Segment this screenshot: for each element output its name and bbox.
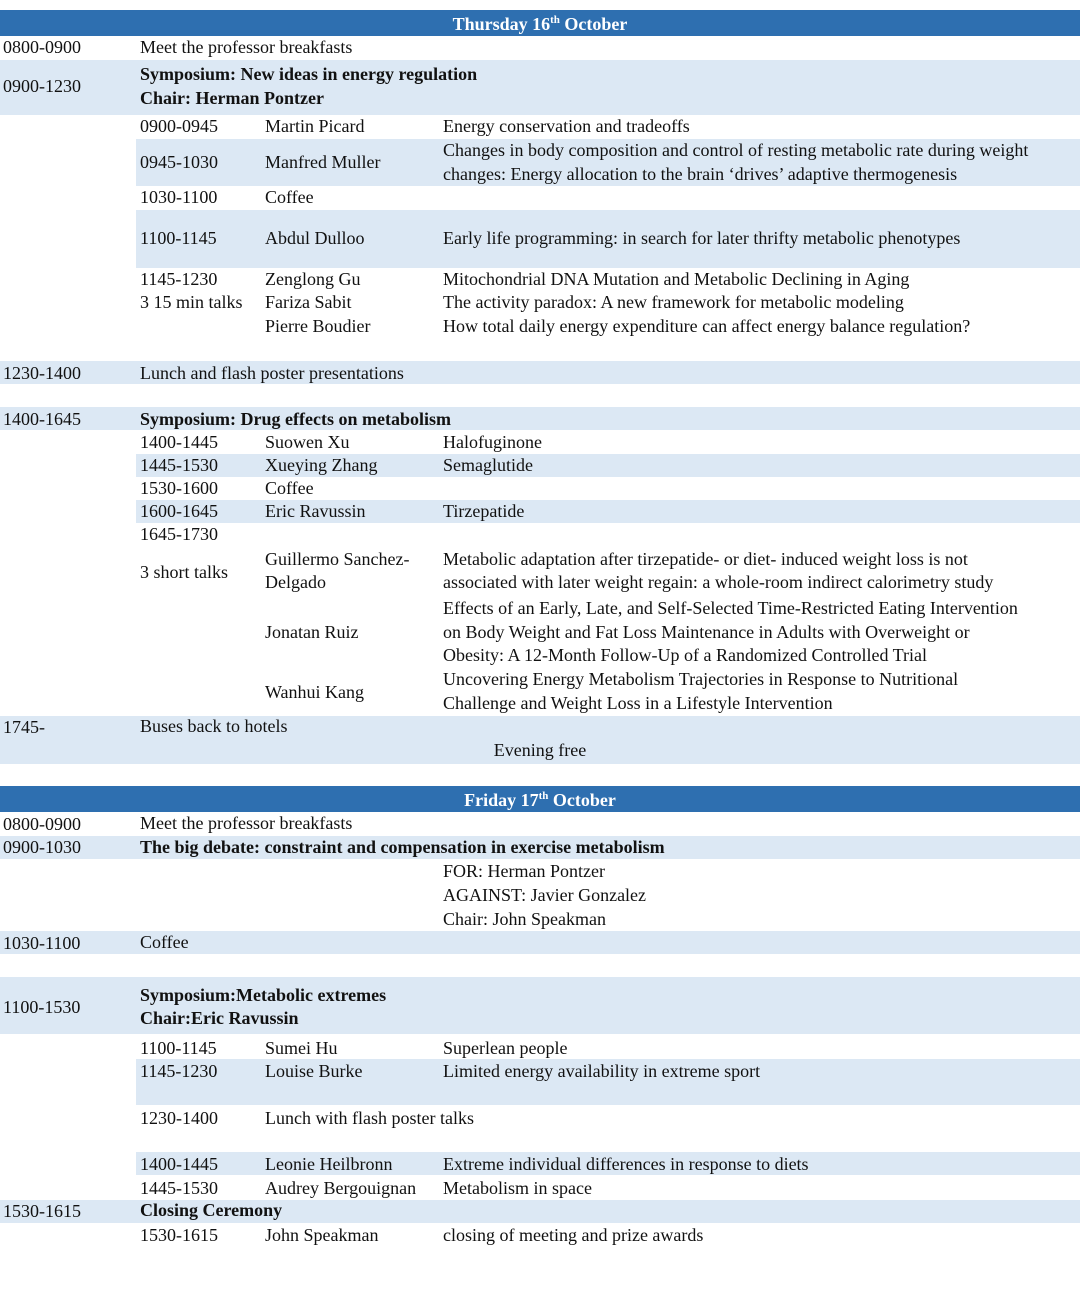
thu-s2-coffee: Coffee bbox=[265, 478, 314, 498]
thu-symposium2-title: Symposium: Drug effects on metabolism bbox=[140, 409, 451, 429]
fri-lunch-label: Lunch with flash poster talks bbox=[265, 1108, 474, 1128]
fri-symposium-title: Symposium:Metabolic extremes bbox=[140, 985, 387, 1005]
fri-debate-time: 0900-1030 bbox=[3, 837, 81, 857]
thu-symposium1-title: Symposium: New ideas in energy regulation bbox=[140, 64, 478, 84]
thu-s1-coffee: Coffee bbox=[265, 187, 314, 207]
thu-s2-short-title: Challenge and Weight Loss in a Lifestyle Intervention bbox=[443, 693, 833, 713]
thu-s1-talk-speaker: Abdul Dulloo bbox=[265, 228, 365, 248]
fri-closing-time: 1530-1615 bbox=[3, 1201, 81, 1221]
fri-closing-talk-time: 1530-1615 bbox=[140, 1225, 218, 1245]
thu-s2-talk-time: 1600-1645 bbox=[140, 501, 218, 521]
fri-talk-time: 1400-1445 bbox=[140, 1154, 218, 1174]
thu-buses-label: Buses back to hotels bbox=[140, 716, 288, 736]
thu-lunch-time: 1230-1400 bbox=[3, 363, 81, 383]
fri-talk-time: 1445-1530 bbox=[140, 1178, 218, 1198]
thu-s1-short-title: Mitochondrial DNA Mutation and Metabolic Declining in Aging bbox=[443, 269, 910, 289]
thu-s2-talk-time: 1645-1730 bbox=[140, 524, 218, 544]
thu-s1-talk-time: 0945-1030 bbox=[140, 152, 218, 172]
thu-s2-short-title: Obesity: A 12-Month Follow-Up of a Randomized Controlled Trial bbox=[443, 645, 927, 665]
thu-s2-short-title: on Body Weight and Fat Loss Maintenance in Adults with Overweight or bbox=[443, 622, 970, 642]
thu-lunch-label: Lunch and flash poster presentations bbox=[140, 363, 404, 383]
fri-talk-speaker: Sumei Hu bbox=[265, 1038, 338, 1058]
thu-s1-short-label: 3 15 min talks bbox=[140, 292, 243, 312]
thu-s1-talk-title: changes: Energy allocation to the brain ‘drives’ adaptive thermogenesis bbox=[443, 164, 958, 184]
fri-debate-line: Chair: John Speakman bbox=[443, 909, 606, 929]
fri-debate-title: The big debate: constraint and compensation in exercise metabolism bbox=[140, 837, 665, 857]
thu-s2-talk-speaker: Eric Ravussin bbox=[265, 501, 366, 521]
fri-closing-title: Closing Ceremony bbox=[140, 1200, 283, 1220]
thu-s1-talk-title: Early life programming: in search for later thrifty metabolic phenotypes bbox=[443, 228, 961, 248]
thu-s1-talk-speaker: Manfred Muller bbox=[265, 152, 381, 172]
fri-breakfast-time: 0800-0900 bbox=[3, 814, 81, 834]
friday-header: Friday 17th October bbox=[464, 790, 616, 810]
thu-s2-short-speaker: Wanhui Kang bbox=[265, 682, 365, 702]
thu-s2-short-speaker: Delgado bbox=[265, 572, 326, 592]
fri-talk-time: 1100-1145 bbox=[140, 1038, 217, 1058]
thu-s2-short-speaker: Guillermo Sanchez- bbox=[265, 549, 410, 569]
fri-closing-talk-speaker: John Speakman bbox=[265, 1225, 379, 1245]
thu-s2-short-label: 3 short talks bbox=[140, 562, 228, 582]
thu-s1-talk-speaker: Martin Picard bbox=[265, 116, 365, 136]
fri-talk-title: Limited energy availability in extreme sport bbox=[443, 1061, 761, 1081]
fri-closing-talk-title: closing of meeting and prize awards bbox=[443, 1225, 704, 1245]
thu-s1-talk-title: Energy conservation and tradeoffs bbox=[443, 116, 690, 136]
thu-breakfast-time: 0800-0900 bbox=[3, 37, 81, 57]
fri-talk-time: 1230-1400 bbox=[140, 1108, 218, 1128]
thu-s1-short-time: 1145-1230 bbox=[140, 269, 218, 289]
fri-debate-line: AGAINST: Javier Gonzalez bbox=[443, 885, 647, 905]
fri-talk-speaker: Audrey Bergouignan bbox=[265, 1178, 417, 1198]
thu-s2-short-title: associated with later weight regain: a whole-room indirect calorimetry study bbox=[443, 572, 994, 592]
thu-symposium1-time: 0900-1230 bbox=[3, 76, 81, 96]
thu-s2-talk-time: 1445-1530 bbox=[140, 455, 218, 475]
thu-s1-short-speaker: Pierre Boudier bbox=[265, 316, 371, 336]
fri-talk-speaker: Leonie Heilbronn bbox=[265, 1154, 393, 1174]
fri-talk-time: 1145-1230 bbox=[140, 1061, 218, 1081]
thu-symposium2-time: 1400-1645 bbox=[3, 409, 81, 429]
fri-coffee-time: 1030-1100 bbox=[3, 933, 81, 953]
fri-symposium-chair: Chair:Eric Ravussin bbox=[140, 1008, 299, 1028]
thu-s1-talk-title: Changes in body composition and control of resting metabolic rate during weight bbox=[443, 140, 1029, 160]
thu-s2-talk-speaker: Suowen Xu bbox=[265, 432, 350, 452]
thursday-header: Thursday 16th October bbox=[452, 14, 628, 34]
thu-s2-talk-title: Semaglutide bbox=[443, 455, 533, 475]
fri-talk-title: Extreme individual differences in response to diets bbox=[443, 1154, 809, 1174]
fri-coffee-label: Coffee bbox=[140, 932, 189, 952]
fri-talk-speaker: Louise Burke bbox=[265, 1061, 363, 1081]
thu-s1-short-title: The activity paradox: A new framework for metabolic modeling bbox=[443, 292, 904, 312]
thu-s2-short-title: Metabolic adaptation after tirzepatide- or diet- induced weight loss is not bbox=[443, 549, 968, 569]
thu-buses-time: 1745- bbox=[3, 717, 45, 737]
thu-s2-talk-title: Halofuginone bbox=[443, 432, 542, 452]
thu-s1-short-speaker: Zenglong Gu bbox=[265, 269, 361, 289]
thu-s1-talk-time: 1030-1100 bbox=[140, 187, 218, 207]
thu-s1-talk-time: 0900-0945 bbox=[140, 116, 218, 136]
thu-s1-short-title: How total daily energy expenditure can affect energy balance regulation? bbox=[443, 316, 971, 336]
fri-talk-title: Superlean people bbox=[443, 1038, 568, 1058]
fri-talk-title: Metabolism in space bbox=[443, 1178, 592, 1198]
fri-breakfast-label: Meet the professor breakfasts bbox=[140, 813, 353, 833]
thu-evening-free: Evening free bbox=[493, 740, 587, 760]
thu-s2-talk-speaker: Xueying Zhang bbox=[265, 455, 378, 475]
thu-s1-short-speaker: Fariza Sabit bbox=[265, 292, 352, 312]
thu-symposium1-chair: Chair: Herman Pontzer bbox=[140, 88, 324, 108]
thu-s2-short-speaker: Jonatan Ruiz bbox=[265, 622, 359, 642]
thu-breakfast-label: Meet the professor breakfasts bbox=[140, 37, 353, 57]
fri-symposium-time: 1100-1530 bbox=[3, 997, 81, 1017]
thu-s2-talk-time: 1400-1445 bbox=[140, 432, 218, 452]
fri-debate-line: FOR: Herman Pontzer bbox=[443, 861, 605, 881]
thu-s2-short-title: Effects of an Early, Late, and Self-Selected Time-Restricted Eating Intervention bbox=[443, 598, 1018, 618]
thu-s2-talk-time: 1530-1600 bbox=[140, 478, 218, 498]
thu-s1-talk-time: 1100-1145 bbox=[140, 228, 217, 248]
thu-s2-talk-title: Tirzepatide bbox=[443, 501, 525, 521]
thu-s2-short-title: Uncovering Energy Metabolism Trajectories in Response to Nutritional bbox=[443, 669, 959, 689]
